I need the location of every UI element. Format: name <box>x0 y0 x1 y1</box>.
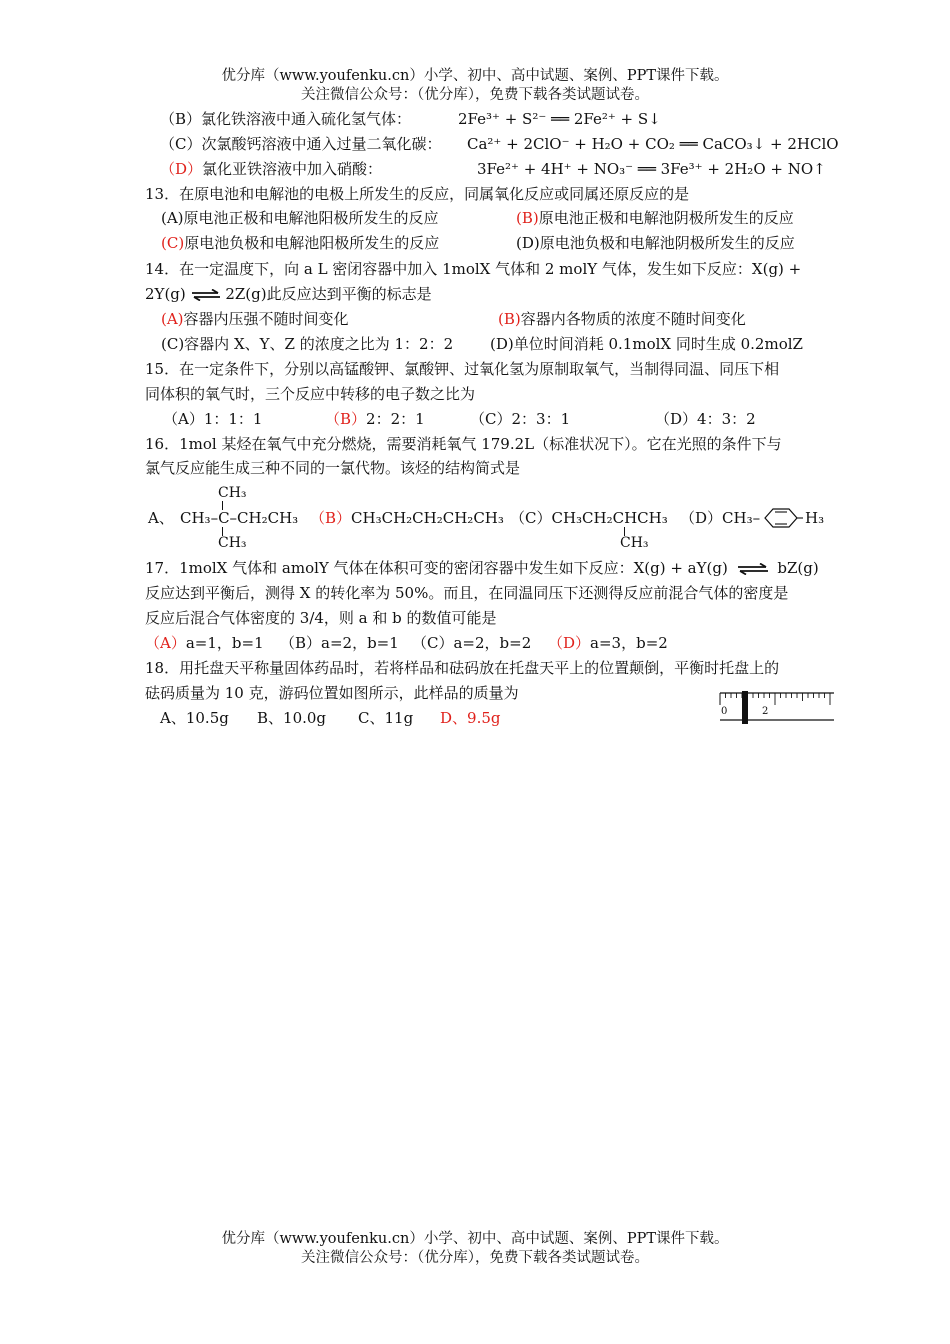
q17-stem-1b: bZ(g) <box>777 559 819 577</box>
q14-a-text: 容器内压强不随时间变化 <box>183 310 349 328</box>
q16-option-c <box>510 508 668 528</box>
q16-c-text: CH₃CH₂CHCH₃ <box>551 509 668 527</box>
q16-option-d <box>680 508 760 528</box>
q15-stem-2: 同体积的氧气时，三个反应中转移的电子数之比为 <box>145 385 476 403</box>
q12-c-text: 次氯酸钙溶液中通入过量二氧化碳： <box>201 135 442 153</box>
q17-stem-1 <box>145 558 819 578</box>
q18-option-b: B、10.0g <box>257 709 327 727</box>
q13-c-letter: (C) <box>161 234 185 252</box>
q13-stem: 13．在原电池和电解池的电极上所发生的反应，同属氧化反应或同属还原反应的是 <box>145 185 690 203</box>
q16-b-text: CH₃CH₂CH₂CH₂CH₃ <box>351 509 504 527</box>
q13-option-c <box>161 233 439 253</box>
q18-option-c: C、11g <box>358 709 414 727</box>
rider-marker <box>742 691 748 724</box>
ruler-label-0: 0 <box>721 706 728 717</box>
q15-option-a: （A）1：1：1 <box>163 410 263 428</box>
q13-option-a <box>161 208 439 228</box>
header-line-1: 优分库（www.youfenku.cn）小学、初中、高中试题、案例、PPT课件下载。 <box>221 68 729 84</box>
q15-stem-1: 15．在一定条件下，分别以高锰酸钾、氯酸钾、过氧化氢为原制取氧气，当制得同温、同压下相 <box>145 360 780 378</box>
q14-stem-2a: 2Y(g) <box>145 285 186 303</box>
q14-option-b <box>498 309 746 329</box>
q18-stem-2: 砝码质量为 10 克，游码位置如图所示，此样品的质量为 <box>145 684 519 702</box>
q12-c-equation: Ca²⁺ + 2ClO⁻ + H₂O + CO₂ ══ CaCO₃↓ + 2HClO <box>467 135 839 153</box>
equilibrium-arrow-icon-2 <box>737 563 769 575</box>
q16-a-label: A、 <box>148 509 174 527</box>
q14-a-letter: (A) <box>161 310 184 328</box>
q12-d-text: 氯化亚铁溶液中加入硝酸： <box>202 160 383 178</box>
q14-stem-2 <box>145 284 432 304</box>
q12-option-b <box>160 109 411 129</box>
q16-d-tail: H₃ <box>805 509 825 527</box>
balance-rider-ruler-figure <box>718 690 836 726</box>
q17-option-a <box>145 633 264 653</box>
q12-d-letter: （D） <box>160 160 203 178</box>
q13-b-letter: (B) <box>516 209 539 227</box>
q16-a-top-methyl: CH₃ <box>218 485 247 501</box>
q13-option-b <box>516 208 794 228</box>
q12-d-equation: 3Fe²⁺ + 4H⁺ + NO₃⁻ ══ 3Fe³⁺ + 2H₂O + NO↑ <box>477 160 826 178</box>
q16-stem-1: 16．1mol 某烃在氧气中充分燃烧，需要消耗氧气 179.2L（标准状况下）。它在光照的条件下与 <box>145 435 782 453</box>
q14-b-letter: (B) <box>498 310 521 328</box>
q12-b-equation: 2Fe³⁺ + S²⁻ ══ 2Fe²⁺ + S↓ <box>458 110 661 128</box>
q17-option-c: （C）a=2，b=2 <box>412 634 532 652</box>
q17-stem-1a: 17．1molX 气体和 amolY 气体在体积可变的密闭容器中发生如下反应：X(g) + aY(g) <box>145 559 728 577</box>
q17-option-d <box>548 633 668 653</box>
q16-d-label: （D） <box>680 509 723 527</box>
q15-b-letter: （B） <box>325 410 367 428</box>
q17-d-text: a=3，b=2 <box>590 634 668 652</box>
q17-stem-3: 反应后混合气体密度的 3/4，则 a 和 b 的数值可能是 <box>145 609 497 627</box>
q13-c-text: 原电池负极和电解池阳极所发生的反应 <box>184 234 440 252</box>
q16-a-formula: CH₃–C–CH₂CH₃ <box>180 509 299 527</box>
q17-d-letter: （D） <box>548 634 591 652</box>
q16-c-branch-methyl: CH₃ <box>620 535 649 551</box>
q17-option-b: （B）a=2，b=1 <box>280 634 399 652</box>
q14-option-d: (D)单位时间消耗 0.1molX 同时生成 0.2molZ <box>490 335 803 353</box>
q14-b-text: 容器内各物质的浓度不随时间变化 <box>520 310 746 328</box>
q17-a-letter: （A） <box>145 634 186 652</box>
q17-a-text: a=1，b=1 <box>185 634 264 652</box>
q16-a-bottom-methyl: CH₃ <box>218 535 247 551</box>
q13-b-text: 原电池正极和电解池阴极所发生的反应 <box>538 209 794 227</box>
q14-option-c: (C)容器内 X、Y、Z 的浓度之比为 1：2：2 <box>161 335 454 353</box>
q14-stem-2b: 2Z(g)此反应达到平衡的标志是 <box>225 285 432 303</box>
q15-b-text: 2：2：1 <box>366 410 425 428</box>
footer-line-1: 优分库（www.youfenku.cn）小学、初中、高中试题、案例、PPT课件下载。 <box>221 1231 729 1247</box>
q13-option-d <box>516 233 795 253</box>
q18-option-a: A、10.5g <box>160 709 229 727</box>
q15-option-b <box>325 409 425 429</box>
q12-b-text: 氯化铁溶液中通入硫化氢气体： <box>201 110 412 128</box>
q15-option-c: （C）2：3：1 <box>470 410 571 428</box>
q14-stem-1: 14．在一定温度下，向 a L 密闭容器中加入 1molX 气体和 2 molY 气体，发生如下反应：X(g) + <box>145 260 802 278</box>
q12-option-c <box>160 134 442 154</box>
q17-stem-2: 反应达到平衡后，测得 X 的转化率为 50%。而且，在同温同压下还测得反应前混合气体的密度是 <box>145 584 789 602</box>
q18-option-d: D、9.5g <box>440 709 501 727</box>
q16-b-letter: （B） <box>310 509 352 527</box>
q14-option-a <box>161 309 349 329</box>
q16-d-text: CH₃– <box>722 509 761 527</box>
q13-d-letter: (D) <box>516 234 540 252</box>
ruler-label-2: 2 <box>762 706 769 717</box>
equilibrium-arrow-icon <box>191 289 221 301</box>
q18-stem-1: 18．用托盘天平称量固体药品时，若将样品和砝码放在托盘天平上的位置颠倒，平衡时托盘上的 <box>145 659 780 677</box>
q15-option-d: （D）4：3：2 <box>655 410 756 428</box>
q13-d-text: 原电池负极和电解池阴极所发生的反应 <box>539 234 795 252</box>
q16-option-b <box>310 508 504 528</box>
benzene-ring-icon <box>757 507 805 529</box>
q16-stem-2: 氯气反应能生成三种不同的一氯代物。该烃的结构简式是 <box>145 459 521 477</box>
q12-option-d <box>160 159 382 179</box>
footer-line-2: 关注微信公众号：（优分库），免费下载各类试题试卷。 <box>301 1250 649 1266</box>
q16-c-label: （C） <box>510 509 552 527</box>
q12-c-letter: （C） <box>160 135 202 153</box>
q13-a-letter: (A) <box>161 209 184 227</box>
header-line-2: 关注微信公众号：（优分库），免费下载各类试题试卷。 <box>301 87 649 103</box>
q13-a-text: 原电池正极和电解池阳极所发生的反应 <box>183 209 439 227</box>
q12-b-letter: （B） <box>160 110 202 128</box>
